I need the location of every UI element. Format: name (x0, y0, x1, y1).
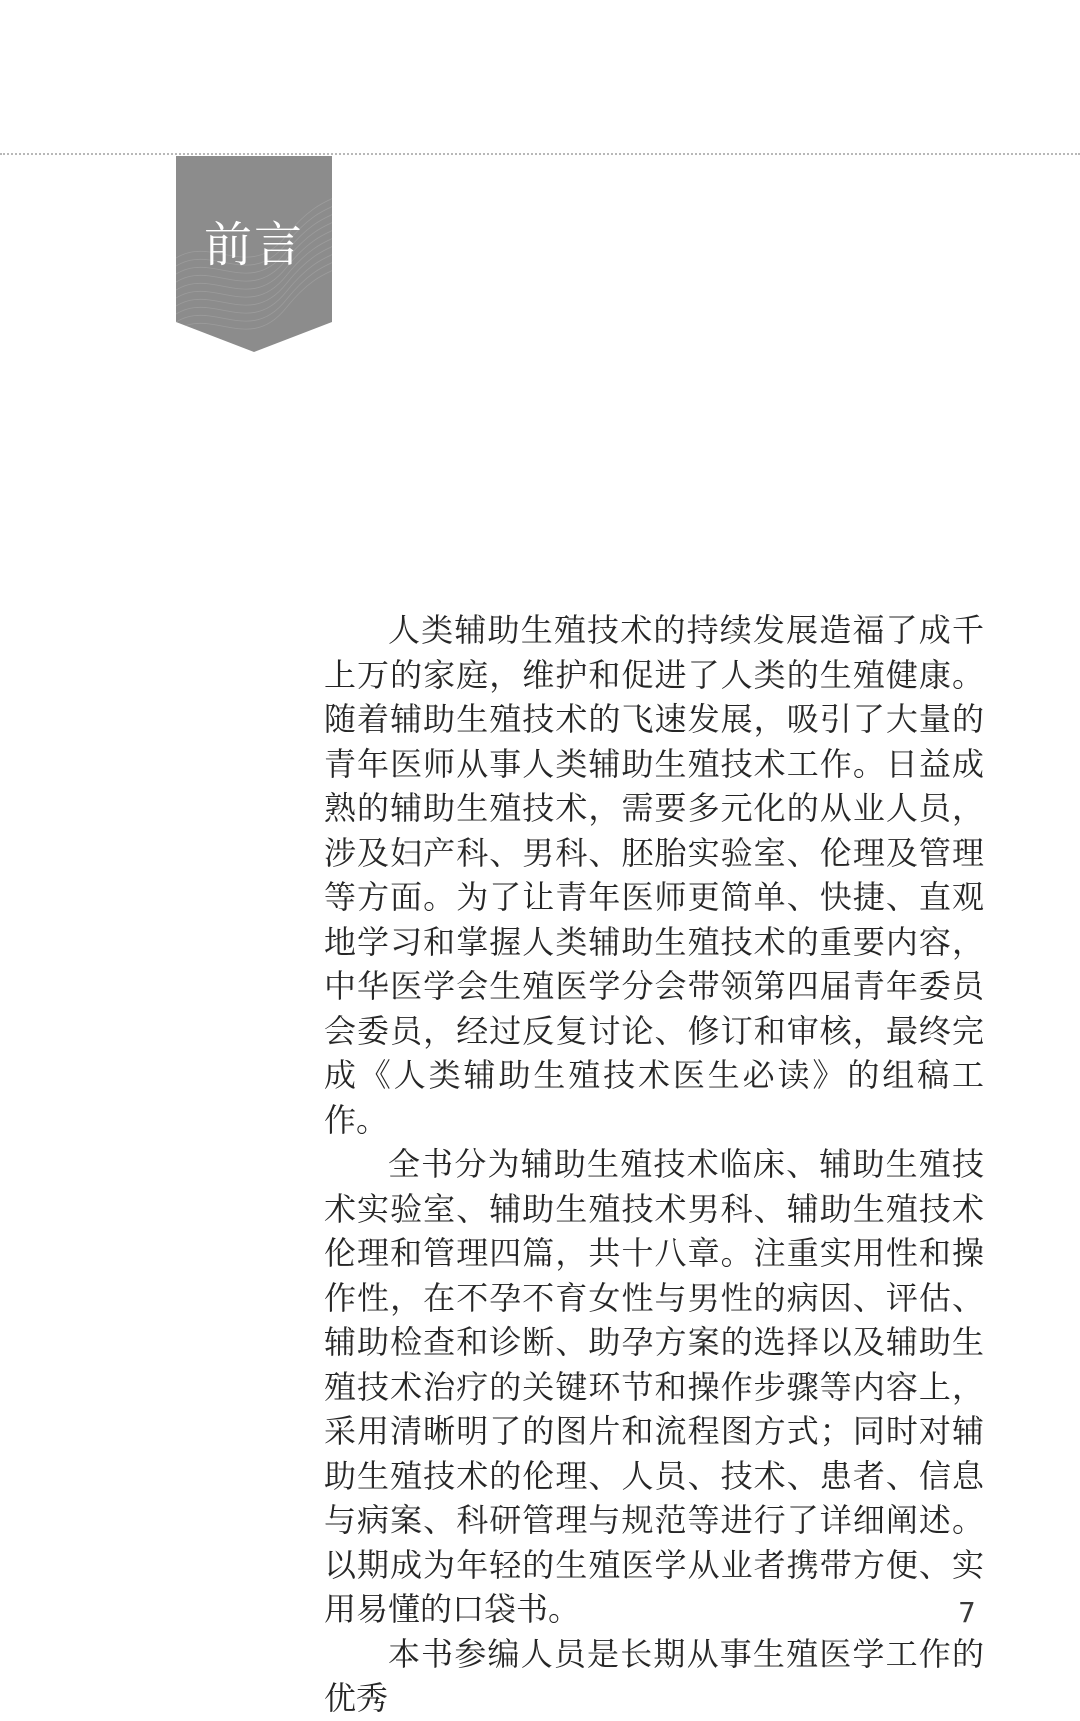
paragraph: 本书参编人员是长期从事生殖医学工作的优秀 (324, 1634, 984, 1717)
paragraph: 全书分为辅助生殖技术临床、辅助生殖技术实验室、辅助生殖技术男科、辅助生殖技术伦理和管理四篇，共十八章。注重实用性和操作性，在不孕不育女性与男性的病因、评估、辅助检查和诊断、助孕方案的选择以及辅助生殖技术治疗的关键环节和操作步骤等内容上，采用清晰明了的图片和流程图方式；同时对辅助生殖技术的伦理、人员、技术、患者、信息与病案、科研管理与规范等进行了详细阐述。以期成为年轻的生殖医学从业者携带方便、实用易懂的口袋书。 (324, 1145, 984, 1628)
page-number: 7 (958, 1596, 976, 1629)
preface-body (324, 608, 984, 1721)
chapter-title: 前言 (203, 217, 304, 273)
paragraph: 人类辅助生殖技术的持续发展造福了成千上万的家庭，维护和促进了人类的生殖健康。随着辅助生殖技术的飞速发展，吸引了大量的青年医师从事人类辅助生殖技术工作。日益成熟的辅助生殖技术，需要多元化的从业人员，涉及妇产科、男科、胚胎实验室、伦理及管理等方面。为了让青年医师更简单、快捷、直观地学习和掌握人类辅助生殖技术的重要内容，中华医学会生殖医学分会带领第四届青年委员会委员，经过反复讨论、修订和审核，最终完成《人类辅助生殖技术医生必读》的组稿工作。 (324, 611, 984, 1139)
header-dotted-rule (0, 153, 1080, 155)
